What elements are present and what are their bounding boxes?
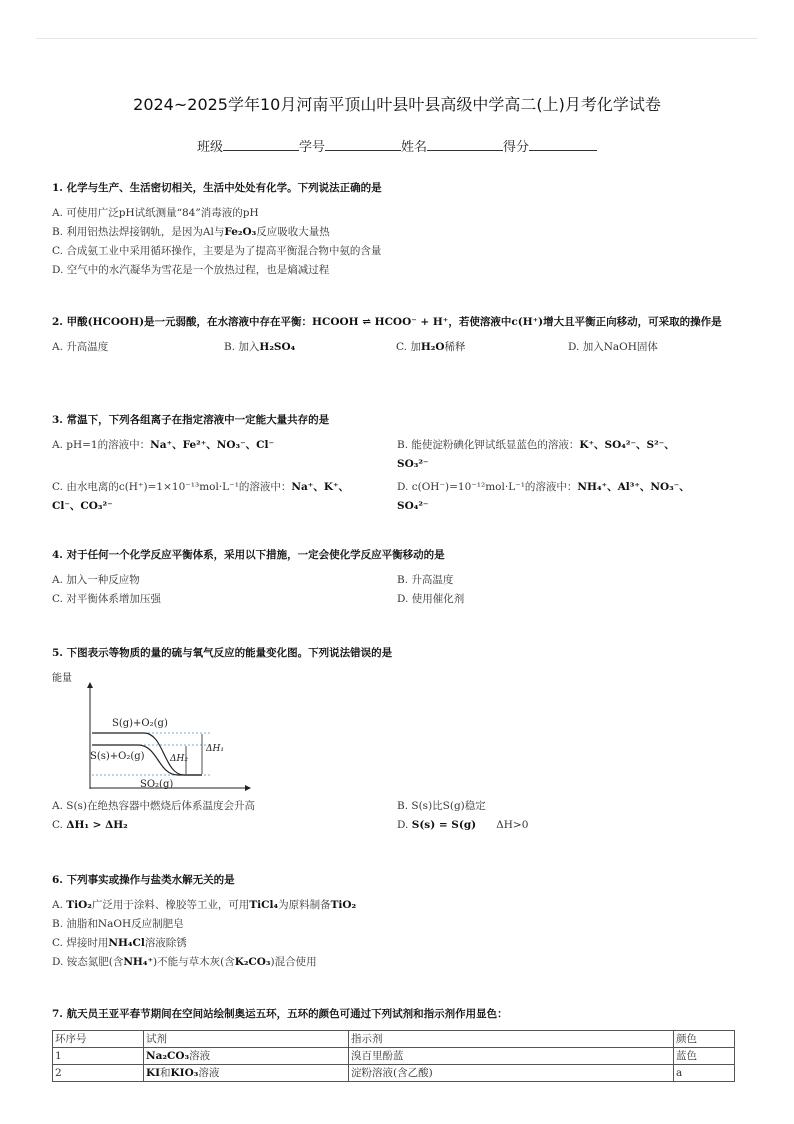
table-cell: 溴百里酚蓝 — [349, 1048, 674, 1065]
option-text: ΔH>0 — [496, 819, 529, 831]
ion-list: SO₃²⁻ — [397, 458, 429, 470]
question-1-option-b[interactable] — [52, 223, 742, 242]
question-3-option-b[interactable] — [397, 436, 742, 474]
question-5-option-d[interactable] — [397, 816, 742, 835]
question-3-option-d[interactable] — [397, 478, 742, 516]
table-cell: a — [674, 1065, 735, 1082]
ion-list: K⁺、SO₄²⁻、S²⁻、 — [579, 439, 675, 451]
chem-formula: H₂O — [420, 341, 445, 353]
table-row — [53, 1065, 735, 1082]
ion-list: NH₄⁺、Al³⁺、NO₃⁻、 — [577, 481, 690, 493]
cell-text: 溶液 — [198, 1067, 220, 1079]
option-text: C. 由水电离的c(H⁺)=1×10⁻¹³mol·L⁻¹的溶液中： — [52, 481, 292, 493]
field-class-blank[interactable] — [223, 137, 299, 151]
chem-formula: KI — [146, 1067, 161, 1079]
page-title: 2024~2025学年10月河南平顶山叶县叶县高级中学高二(上)月考化学试卷 — [133, 95, 661, 114]
chem-formula: TiO₂ — [66, 899, 92, 911]
math-expr: ΔH₁ > ΔH₂ — [66, 819, 128, 831]
question-6-stem: 6. 下列事实或操作与盐类水解无关的是 — [52, 874, 235, 886]
equilibrium-equation: HCOOH ⇌ HCOO⁻ + H⁺ — [312, 316, 449, 328]
question-2-option-a[interactable]: A. 升高温度 — [52, 341, 109, 353]
field-name-label: 姓名 — [401, 140, 428, 155]
label-dh2: ΔH₂ — [170, 754, 188, 764]
diagram-y-label: 能量 — [52, 673, 72, 684]
question-6-option-c[interactable] — [52, 934, 742, 953]
header-rule — [36, 38, 758, 39]
label-middle: S(s)+O₂(g) — [90, 751, 145, 762]
question-7 — [52, 1004, 742, 1082]
table-header-cell: 颜色 — [674, 1031, 735, 1048]
chem-formula: K₂CO₃ — [234, 956, 271, 968]
stem-text: 2. 甲酸(HCOOH)是一元弱酸，在水溶液中存在平衡： — [52, 316, 313, 328]
question-1 — [52, 178, 742, 280]
option-text: C. — [52, 819, 63, 831]
question-6-option-a[interactable] — [52, 896, 742, 915]
question-3-option-a[interactable] — [52, 436, 397, 474]
table-cell: 蓝色 — [674, 1048, 735, 1065]
option-text: D. — [397, 819, 409, 831]
cell-text: 和 — [160, 1067, 171, 1079]
question-3-option-c[interactable] — [52, 478, 397, 516]
reagent-table — [52, 1030, 735, 1082]
question-5 — [52, 643, 742, 835]
stem-text: 增大且平衡正向移动，可采取的操作是 — [543, 316, 722, 328]
energy-diagram — [52, 671, 252, 791]
option-text: B. 利用铝热法焊接钢轨，是因为Al与 — [52, 226, 225, 238]
option-text: )混合使用 — [270, 956, 317, 968]
question-2-stem — [52, 312, 742, 332]
option-text: C. 焊接时用 — [52, 937, 109, 949]
concentration-expr: c(H⁺) — [511, 316, 544, 328]
ion-list: Na⁺、Fe²⁺、NO₃⁻、Cl⁻ — [150, 439, 275, 451]
chem-formula: TiO₂ — [330, 899, 357, 911]
question-5-option-b[interactable]: B. S(s)比S(g)稳定 — [397, 800, 486, 812]
question-1-option-c[interactable]: C. 合成氨工业中采用循环操作，主要是为了提高平衡混合物中氨的含量 — [52, 245, 382, 257]
option-text: 稀释 — [444, 341, 466, 353]
label-dh1: ΔH₁ — [206, 744, 224, 754]
option-text: C. 加 — [396, 341, 421, 353]
table-cell — [144, 1065, 349, 1082]
question-1-option-a[interactable]: A. 可使用广泛pH试纸测量“84”消毒液的pH — [52, 207, 259, 219]
field-id-label: 学号 — [298, 140, 325, 155]
option-text: )不能与草木灰(含 — [153, 956, 235, 968]
option-text: D. c(OH⁻)=10⁻¹²mol·L⁻¹的溶液中： — [397, 481, 578, 493]
question-3-stem: 3. 常温下，下列各组离子在指定溶液中一定能大量共存的是 — [52, 414, 330, 426]
chem-formula: NH₄⁺ — [123, 956, 153, 968]
table-header-cell: 试剂 — [144, 1031, 349, 1048]
table-cell: 淀粉溶液(含乙酸) — [349, 1065, 674, 1082]
ion-list: Na⁺、K⁺、 — [291, 481, 350, 493]
option-text: D. 铵态氮肥(含 — [52, 956, 124, 968]
field-score-blank[interactable] — [529, 137, 597, 151]
ion-list: Cl⁻、CO₃²⁻ — [52, 500, 113, 512]
option-text: 为原料制备 — [278, 899, 331, 911]
table-header-cell: 指示剂 — [349, 1031, 674, 1048]
option-text: B. 加入 — [224, 341, 260, 353]
question-4 — [52, 545, 742, 609]
field-name-blank[interactable] — [427, 137, 503, 151]
question-2-option-c[interactable] — [396, 338, 568, 357]
table-header-cell: 环序号 — [53, 1031, 144, 1048]
question-2 — [52, 312, 742, 357]
table-row — [53, 1048, 735, 1065]
ion-list: SO₄²⁻ — [397, 500, 429, 512]
label-upper: S(g)+O₂(g) — [112, 718, 168, 729]
question-1-option-d[interactable]: D. 空气中的水汽凝华为雪花是一个放热过程，也是熵减过程 — [52, 264, 330, 276]
question-5-stem: 5. 下图表示等物质的量的硫与氧气反应的能量变化图。下列说法错误的是 — [52, 647, 393, 659]
chem-formula: H₂SO₄ — [259, 341, 296, 353]
chem-formula: TiCl₄ — [249, 899, 279, 911]
question-6 — [52, 870, 742, 972]
question-2-option-d[interactable]: D. 加入NaOH固体 — [568, 341, 658, 353]
option-text: A. pH=1的溶液中： — [52, 439, 151, 451]
question-5-option-a[interactable]: A. S(s)在绝热容器中燃烧后体系温度会升高 — [52, 800, 256, 812]
math-expr: S(s) = S(g) — [411, 819, 477, 831]
question-6-option-d[interactable] — [52, 953, 742, 972]
chem-formula: KIO₃ — [170, 1067, 199, 1079]
field-score-label: 得分 — [503, 140, 530, 155]
field-id-blank[interactable] — [325, 137, 401, 151]
question-4-option-d[interactable]: D. 使用催化剂 — [397, 593, 465, 605]
student-info — [0, 136, 794, 155]
question-2-option-b[interactable] — [224, 338, 396, 357]
question-4-option-c[interactable]: C. 对平衡体系增加压强 — [52, 593, 161, 605]
question-4-option-a[interactable]: A. 加入一种反应物 — [52, 574, 140, 586]
question-3 — [52, 410, 742, 516]
chem-formula: Na₂CO₃ — [146, 1050, 190, 1062]
question-1-stem: 1. 化学与生产、生活密切相关，生活中处处有化学。下列说法正确的是 — [52, 182, 382, 194]
table-cell — [144, 1048, 349, 1065]
option-text: 反应吸收大量热 — [256, 226, 330, 238]
question-4-stem: 4. 对于任何一个化学反应平衡体系，采用以下措施，一定会使化学反应平衡移动的是 — [52, 549, 445, 561]
table-cell: 1 — [53, 1048, 144, 1065]
label-lower: SO₂(g) — [140, 779, 174, 790]
question-7-stem: 7. 航天员王亚平春节期间在空间站绘制奥运五环，五环的颜色可通过下列试剂和指示剂作用显色： — [52, 1008, 508, 1020]
question-4-option-b[interactable]: B. 升高温度 — [397, 574, 454, 586]
table-cell: 2 — [53, 1065, 144, 1082]
chem-formula: Fe₂O₃ — [224, 226, 257, 238]
chem-formula: NH₄Cl — [108, 937, 145, 949]
cell-text: 溶液 — [189, 1050, 211, 1062]
option-text: 广泛用于涂料、橡胶等工业，可用 — [91, 899, 250, 911]
field-class-label: 班级 — [196, 140, 223, 155]
option-text: 溶液除锈 — [144, 937, 187, 949]
question-6-option-b[interactable]: B. 油脂和NaOH反应制肥皂 — [52, 918, 184, 930]
option-text: B. 能使淀粉碘化钾试纸显蓝色的溶液： — [397, 439, 580, 451]
table-header-row — [53, 1031, 735, 1048]
stem-text: ，若使溶液中 — [448, 316, 512, 328]
option-text: A. — [52, 899, 63, 911]
question-5-option-c[interactable] — [52, 816, 397, 835]
